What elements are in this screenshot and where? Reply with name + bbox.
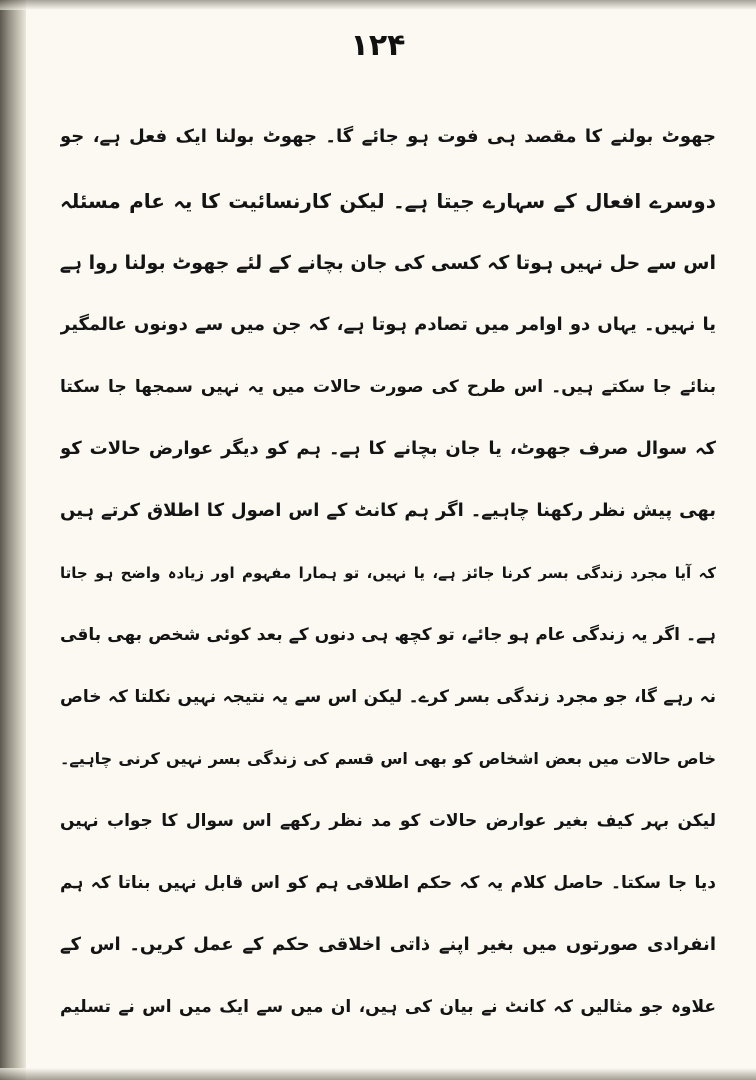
text-line: علاوہ جو مثالیں کہ کانٹ نے بیان کی ہیں، ان میں سے ایک میں اس نے تسلیم — [60, 997, 716, 1017]
text-line: لیکن بہر کیف بغیر عوارض حالات کو مد نظر رکھے اس سوال کا جواب نہیں — [60, 811, 716, 831]
text-line: بنائے جا سکتے ہیں۔ اس طرح کی صورت حالات میں یہ نہیں سمجھا جا سکتا — [60, 377, 716, 397]
text-line: ہے۔ اگر یہ زندگی عام ہو جائے، تو کچھ ہی دنوں کے بعد کوئی شخص بھی باقی — [60, 625, 716, 645]
text-line: کہ سوال صرف جھوٹ، یا جان بچانے کا ہے۔ ہم کو دیگر عوارض حالات کو — [60, 438, 716, 459]
text-line: دیا جا سکتا۔ حاصل کلام یہ کہ حکم اطلاقی ہم کو اس قابل نہیں بناتا کہ ہم — [60, 873, 716, 893]
urdu-text-body — [60, 104, 716, 1038]
scan-shadow-left-edge — [0, 0, 26, 1080]
scan-shadow-bottom-edge — [0, 1068, 756, 1080]
page-number: ۱۲۴ — [350, 28, 406, 63]
scan-shadow-top-edge — [0, 0, 756, 10]
text-line: بھی پیش نظر رکھنا چاہیے۔ اگر ہم کانٹ کے اس اصول کا اطلاق کرتے ہیں — [60, 500, 716, 521]
text-line: اس سے حل نہیں ہوتا کہ کسی کی جان بچانے کے لئے جھوٹ بولنا روا ہے — [60, 252, 716, 274]
text-line: کہ آیا مجرد زندگی بسر کرنا جائز ہے، یا نہیں، تو ہمارا مفہوم اور زیادہ واضح ہو جاتا — [60, 564, 716, 582]
text-line: دوسرے افعال کے سہارے جیتا ہے۔ لیکن کارنسائیت کا یہ عام مسئلہ — [60, 189, 716, 213]
text-line: انفرادی صورتوں میں بغیر اپنے ذاتی اخلاقی حکم کے عمل کریں۔ اس کے — [60, 934, 716, 955]
text-line: یا نہیں۔ یہاں دو اوامر میں تصادم ہوتا ہے، کہ جن میں سے دونوں عالمگیر — [60, 314, 716, 335]
text-line: جھوٹ بولنے کا مقصد ہی فوت ہو جائے گا۔ جھوٹ بولنا ایک فعل ہے، جو — [60, 126, 716, 147]
text-line: نہ رہے گا، جو مجرد زندگی بسر کرے۔ لیکن اس سے یہ نتیجہ نہیں نکلتا کہ خاص — [60, 687, 716, 707]
text-line: خاص حالات میں بعض اشخاص کو بھی اس قسم کی زندگی بسر نہیں کرنی چاہیے۔ — [60, 749, 716, 768]
